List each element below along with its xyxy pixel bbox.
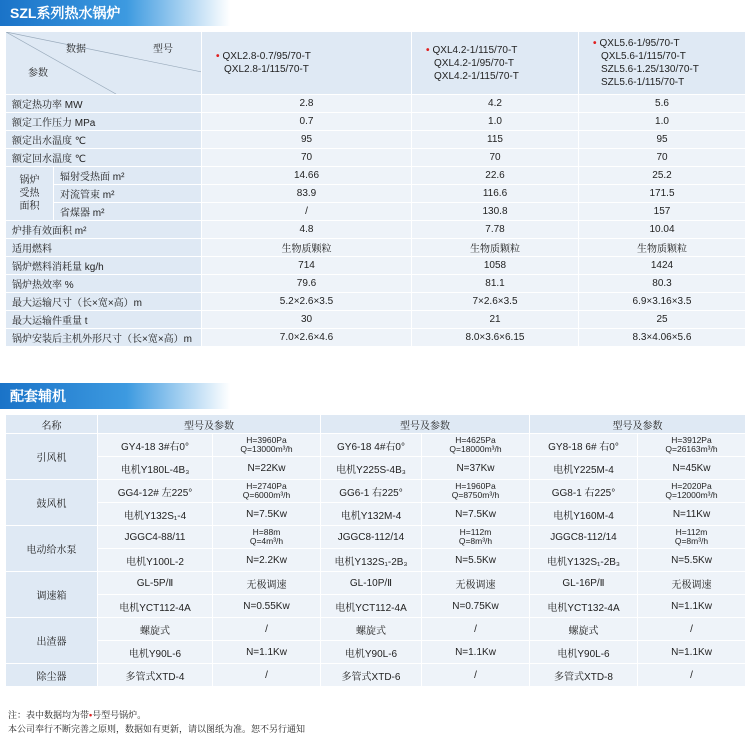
aux-param	[213, 434, 321, 457]
spec-value: 70	[412, 149, 579, 167]
spec-value: 生物质颗粒	[412, 239, 579, 257]
aux-model: GG6-1 右225°	[321, 480, 422, 503]
spec-value: 116.6	[412, 185, 579, 203]
aux-param-line: /	[265, 623, 268, 635]
aux-param-line: 无极调速	[671, 579, 712, 591]
aux-param-line: H=4625Pa	[455, 435, 496, 445]
spec-value: 95	[579, 131, 746, 149]
model-name: QXL2.8-1/115/70-T	[224, 64, 309, 75]
aux-power: N=2.2Kw	[213, 549, 321, 572]
boiler-spec-table	[5, 31, 746, 347]
spec-value: 130.8	[412, 203, 579, 221]
aux-model: 多管式XTD-6	[321, 664, 422, 687]
aux-param-line: H=88m	[252, 527, 281, 537]
aux-model: JGGC8-112/14	[530, 526, 638, 549]
aux-model: 螺旋式	[530, 618, 638, 641]
aux-model: 多管式XTD-8	[530, 664, 638, 687]
spec-row	[6, 257, 746, 275]
footnote-1-text: 注：表中数据均为带	[8, 710, 90, 720]
aux-motor-row	[6, 503, 746, 526]
aux-power: N=1.1Kw	[638, 641, 746, 664]
aux-row	[6, 480, 746, 503]
spec-value: /	[202, 203, 412, 221]
aux-row	[6, 572, 746, 595]
footnote-1	[8, 708, 305, 722]
aux-model: GG8-1 右225°	[530, 480, 638, 503]
aux-param: /	[213, 664, 321, 687]
footnote-dot: •	[89, 710, 93, 720]
spec-value: 21	[412, 311, 579, 329]
aux-model: 螺旋式	[321, 618, 422, 641]
spec-row	[6, 95, 746, 113]
aux-param-line: H=1960Pa	[455, 481, 496, 491]
spec-row	[6, 131, 746, 149]
aux-param-line: Q=26163m³/h	[665, 444, 718, 454]
spec-row	[6, 167, 746, 185]
spec-value: 1424	[579, 257, 746, 275]
group-label-line: 面积	[19, 201, 40, 212]
aux-param-line: 无极调速	[246, 579, 287, 591]
group-label-line: 锅炉	[19, 175, 40, 186]
aux-header-spec-2: 型号及参数	[321, 415, 530, 434]
spec-value: 157	[579, 203, 746, 221]
aux-motor: 电机Y132S₁-2B₃	[530, 549, 638, 572]
header-canshu: 参数	[28, 68, 48, 79]
spec-value: 1.0	[412, 113, 579, 131]
aux-motor: 电机Y132M-4	[321, 503, 422, 526]
section-title-auxiliary: 配套辅机	[0, 383, 230, 409]
aux-param-line: H=3960Pa	[246, 435, 287, 445]
spec-label: 锅炉燃料消耗量 kg/h	[6, 257, 202, 275]
aux-row	[6, 526, 746, 549]
aux-param: /	[422, 664, 530, 687]
model-line	[601, 50, 743, 63]
red-dot-marker: •	[426, 44, 430, 56]
spec-label: 炉排有效面积 m²	[6, 221, 202, 239]
aux-motor: 电机YCT112-4A	[98, 595, 213, 618]
aux-param: /	[638, 664, 746, 687]
model-cell-3	[579, 32, 746, 95]
spec-value: 81.1	[412, 275, 579, 293]
model-name: QXL4.2-1/115/70-T	[434, 70, 519, 82]
aux-name: 引风机	[6, 434, 98, 480]
spec-value: 25	[579, 311, 746, 329]
spec-sublabel: 省煤器 m²	[54, 203, 202, 221]
spec-value: 30	[202, 311, 412, 329]
aux-param-line: 无极调速	[455, 579, 496, 591]
model-name: SZL5.6-1.25/130/70-T	[601, 64, 699, 75]
spec-value: 171.5	[579, 185, 746, 203]
footnote-1-suffix: 号型号锅炉。	[92, 710, 147, 720]
spec-value: 22.6	[412, 167, 579, 185]
auxiliary-equipment-table	[5, 414, 746, 687]
spec-value: 1058	[412, 257, 579, 275]
aux-param	[638, 480, 746, 503]
aux-motor: 电机Y225M-4	[530, 457, 638, 480]
aux-power: N=0.55Kw	[213, 595, 321, 618]
spec-label: 适用燃料	[6, 239, 202, 257]
aux-model: GY6-18 4#右0°	[321, 434, 422, 457]
aux-model: GL-16P/Ⅱ	[530, 572, 638, 595]
aux-motor: 电机Y225S-4B₃	[321, 457, 422, 480]
aux-name: 出渣器	[6, 618, 98, 664]
aux-name: 鼓风机	[6, 480, 98, 526]
aux-power: N=1.1Kw	[213, 641, 321, 664]
model-name: QXL5.6-1/115/70-T	[601, 51, 686, 62]
spec-row	[6, 311, 746, 329]
spec-sublabel: 对流管束 m²	[54, 185, 202, 203]
spec-row	[6, 185, 746, 203]
spec-value: 6.9×3.16×3.5	[579, 293, 746, 311]
spec-value: 4.8	[202, 221, 412, 239]
spec-value: 2.8	[202, 95, 412, 113]
aux-motor: 电机YCT132-4A	[530, 595, 638, 618]
spec-value: 0.7	[202, 113, 412, 131]
spec-row	[6, 149, 746, 167]
model-line	[224, 63, 409, 76]
red-dot-marker: •	[216, 51, 220, 62]
aux-power: N=0.75Kw	[422, 595, 530, 618]
aux-param-line: H=112m	[459, 527, 492, 537]
spec-value: 8.3×4.06×5.6	[579, 329, 746, 347]
aux-motor: 电机Y132S₁-4	[98, 503, 213, 526]
aux-power: N=1.1Kw	[638, 595, 746, 618]
aux-param-line: Q=4m³/h	[249, 536, 284, 546]
spec-value: 79.6	[202, 275, 412, 293]
red-dot-marker: •	[593, 38, 597, 49]
aux-power: N=5.5Kw	[422, 549, 530, 572]
aux-motor: 电机Y90L-6	[530, 641, 638, 664]
aux-model: 多管式XTD-4	[98, 664, 213, 687]
spec-label: 额定工作压力 MPa	[6, 113, 202, 131]
group-label-line: 受热	[19, 188, 40, 199]
aux-row-dust	[6, 664, 746, 687]
aux-param-line: Q=13000m³/h	[240, 444, 293, 454]
spec-value: 生物质颗粒	[202, 239, 412, 257]
model-line	[601, 76, 743, 89]
model-line	[216, 50, 409, 63]
aux-model: GL-10P/Ⅱ	[321, 572, 422, 595]
spec-label: 额定出水温度 ℃	[6, 131, 202, 149]
aux-param-line: Q=8750m³/h	[451, 490, 500, 500]
aux-param-line: H=2020Pa	[671, 481, 712, 491]
spec-value: 4.2	[412, 95, 579, 113]
spec-value: 5.6	[579, 95, 746, 113]
aux-param	[213, 526, 321, 549]
spec-label: 额定回水温度 ℃	[6, 149, 202, 167]
aux-power: N=22Kw	[213, 457, 321, 480]
model-line	[593, 37, 743, 50]
aux-param-line: Q=18000m³/h	[449, 444, 502, 454]
aux-param	[213, 480, 321, 503]
aux-param	[422, 618, 530, 641]
model-cell-1	[202, 32, 412, 95]
aux-name: 调速箱	[6, 572, 98, 618]
aux-param-line: Q=12000m³/h	[665, 490, 718, 500]
header-diagonal-cell	[6, 32, 202, 95]
heating-area-group-label	[6, 167, 54, 221]
aux-model: 螺旋式	[98, 618, 213, 641]
aux-motor-row	[6, 595, 746, 618]
aux-param-line: H=2740Pa	[246, 481, 287, 491]
spec-label: 锅炉热效率 %	[6, 275, 202, 293]
aux-param	[213, 572, 321, 595]
aux-power: N=5.5Kw	[638, 549, 746, 572]
spec-sublabel: 辐射受热面 m²	[54, 167, 202, 185]
spec-value: 14.66	[202, 167, 412, 185]
spec-value: 10.04	[579, 221, 746, 239]
aux-param	[422, 526, 530, 549]
aux-param	[213, 618, 321, 641]
aux-motor: 电机YCT112-4A	[321, 595, 422, 618]
aux-param	[422, 480, 530, 503]
spec-value: 7.78	[412, 221, 579, 239]
model-line	[601, 63, 743, 76]
aux-name: 除尘器	[6, 664, 98, 687]
spec-value: 95	[202, 131, 412, 149]
aux-param	[638, 618, 746, 641]
aux-motor: 电机Y100L-2	[98, 549, 213, 572]
aux-power: N=7.5Kw	[213, 503, 321, 526]
aux-param-line: H=3912Pa	[671, 435, 712, 445]
aux-param-line: Q=8m³/h	[674, 536, 709, 546]
aux-motor-row	[6, 457, 746, 480]
spec-row	[6, 293, 746, 311]
aux-model: GY4-18 3#右0°	[98, 434, 213, 457]
spec-row	[6, 203, 746, 221]
aux-row	[6, 618, 746, 641]
model-name: QXL5.6-1/95/70-T	[599, 38, 680, 49]
spec-value: 8.0×3.6×6.15	[412, 329, 579, 347]
spec-row	[6, 221, 746, 239]
aux-motor-row	[6, 549, 746, 572]
aux-motor-row	[6, 641, 746, 664]
model-name: QXL4.2-1/115/70-T	[432, 44, 518, 56]
aux-model: JGGC4-88/11	[98, 526, 213, 549]
aux-power: N=45Kw	[638, 457, 746, 480]
spec-value: 5.2×2.6×3.5	[202, 293, 412, 311]
spec-value: 7.0×2.6×4.6	[202, 329, 412, 347]
spec-value: 25.2	[579, 167, 746, 185]
aux-param	[638, 526, 746, 549]
model-line	[434, 57, 576, 70]
aux-name: 电动给水泵	[6, 526, 98, 572]
spec-row	[6, 275, 746, 293]
spec-label: 额定热功率 MW	[6, 95, 202, 113]
model-name: QXL2.8-0.7/95/70-T	[222, 51, 311, 62]
spec-label: 最大运输件重量 t	[6, 311, 202, 329]
footnotes	[8, 708, 305, 736]
aux-power: N=7.5Kw	[422, 503, 530, 526]
aux-param	[638, 572, 746, 595]
spec-value: 83.9	[202, 185, 412, 203]
aux-param-line: Q=6000m³/h	[242, 490, 291, 500]
aux-header-spec-3: 型号及参数	[530, 415, 746, 434]
footnote-2: 本公司奉行不断完善之原则，数据如有更新，请以图纸为准。恕不另行通知	[8, 724, 306, 734]
aux-motor: 电机Y90L-6	[321, 641, 422, 664]
spec-value: 7×2.6×3.5	[412, 293, 579, 311]
aux-header-name: 名称	[6, 415, 98, 434]
spec-row	[6, 239, 746, 257]
aux-param-line: H=112m	[675, 527, 708, 537]
aux-motor: 电机Y132S₁-2B₃	[321, 549, 422, 572]
aux-param	[638, 434, 746, 457]
header-xinghao: 型号	[153, 44, 173, 55]
aux-model: JGGC8-112/14	[321, 526, 422, 549]
spec-row	[6, 113, 746, 131]
spec-value: 80.3	[579, 275, 746, 293]
header-shuju: 数据	[66, 44, 86, 55]
section-title-szl: SZL系列热水锅炉	[0, 0, 230, 26]
model-line	[434, 70, 576, 83]
aux-row	[6, 434, 746, 457]
model-line	[426, 44, 576, 57]
spec-value: 70	[202, 149, 412, 167]
aux-model: GL-5P/Ⅱ	[98, 572, 213, 595]
aux-param-line: Q=8m³/h	[458, 536, 493, 546]
aux-power: N=11Kw	[638, 503, 746, 526]
spec-row	[6, 329, 746, 347]
aux-power: N=37Kw	[422, 457, 530, 480]
aux-param-line: /	[474, 623, 477, 635]
model-name: QXL4.2-1/95/70-T	[434, 57, 515, 69]
spec-label: 最大运输尺寸（长×宽×高）m	[6, 293, 202, 311]
spec-value: 70	[579, 149, 746, 167]
aux-model: GY8-18 6# 右0°	[530, 434, 638, 457]
aux-motor: 电机Y90L-6	[98, 641, 213, 664]
aux-power: N=1.1Kw	[422, 641, 530, 664]
model-cell-2	[412, 32, 579, 95]
spec-value: 115	[412, 131, 579, 149]
spec-value: 生物质颗粒	[579, 239, 746, 257]
aux-param	[422, 572, 530, 595]
spec-value: 714	[202, 257, 412, 275]
aux-param	[422, 434, 530, 457]
aux-header-spec-1: 型号及参数	[98, 415, 321, 434]
aux-motor: 电机Y180L-4B₃	[98, 457, 213, 480]
spec-label: 锅炉安装后主机外形尺寸（长×宽×高）m	[6, 329, 202, 347]
model-name: SZL5.6-1/115/70-T	[601, 77, 685, 88]
aux-motor: 电机Y160M-4	[530, 503, 638, 526]
aux-model: GG4-12# 左225°	[98, 480, 213, 503]
spec-value: 1.0	[579, 113, 746, 131]
aux-param-line: /	[690, 623, 693, 635]
